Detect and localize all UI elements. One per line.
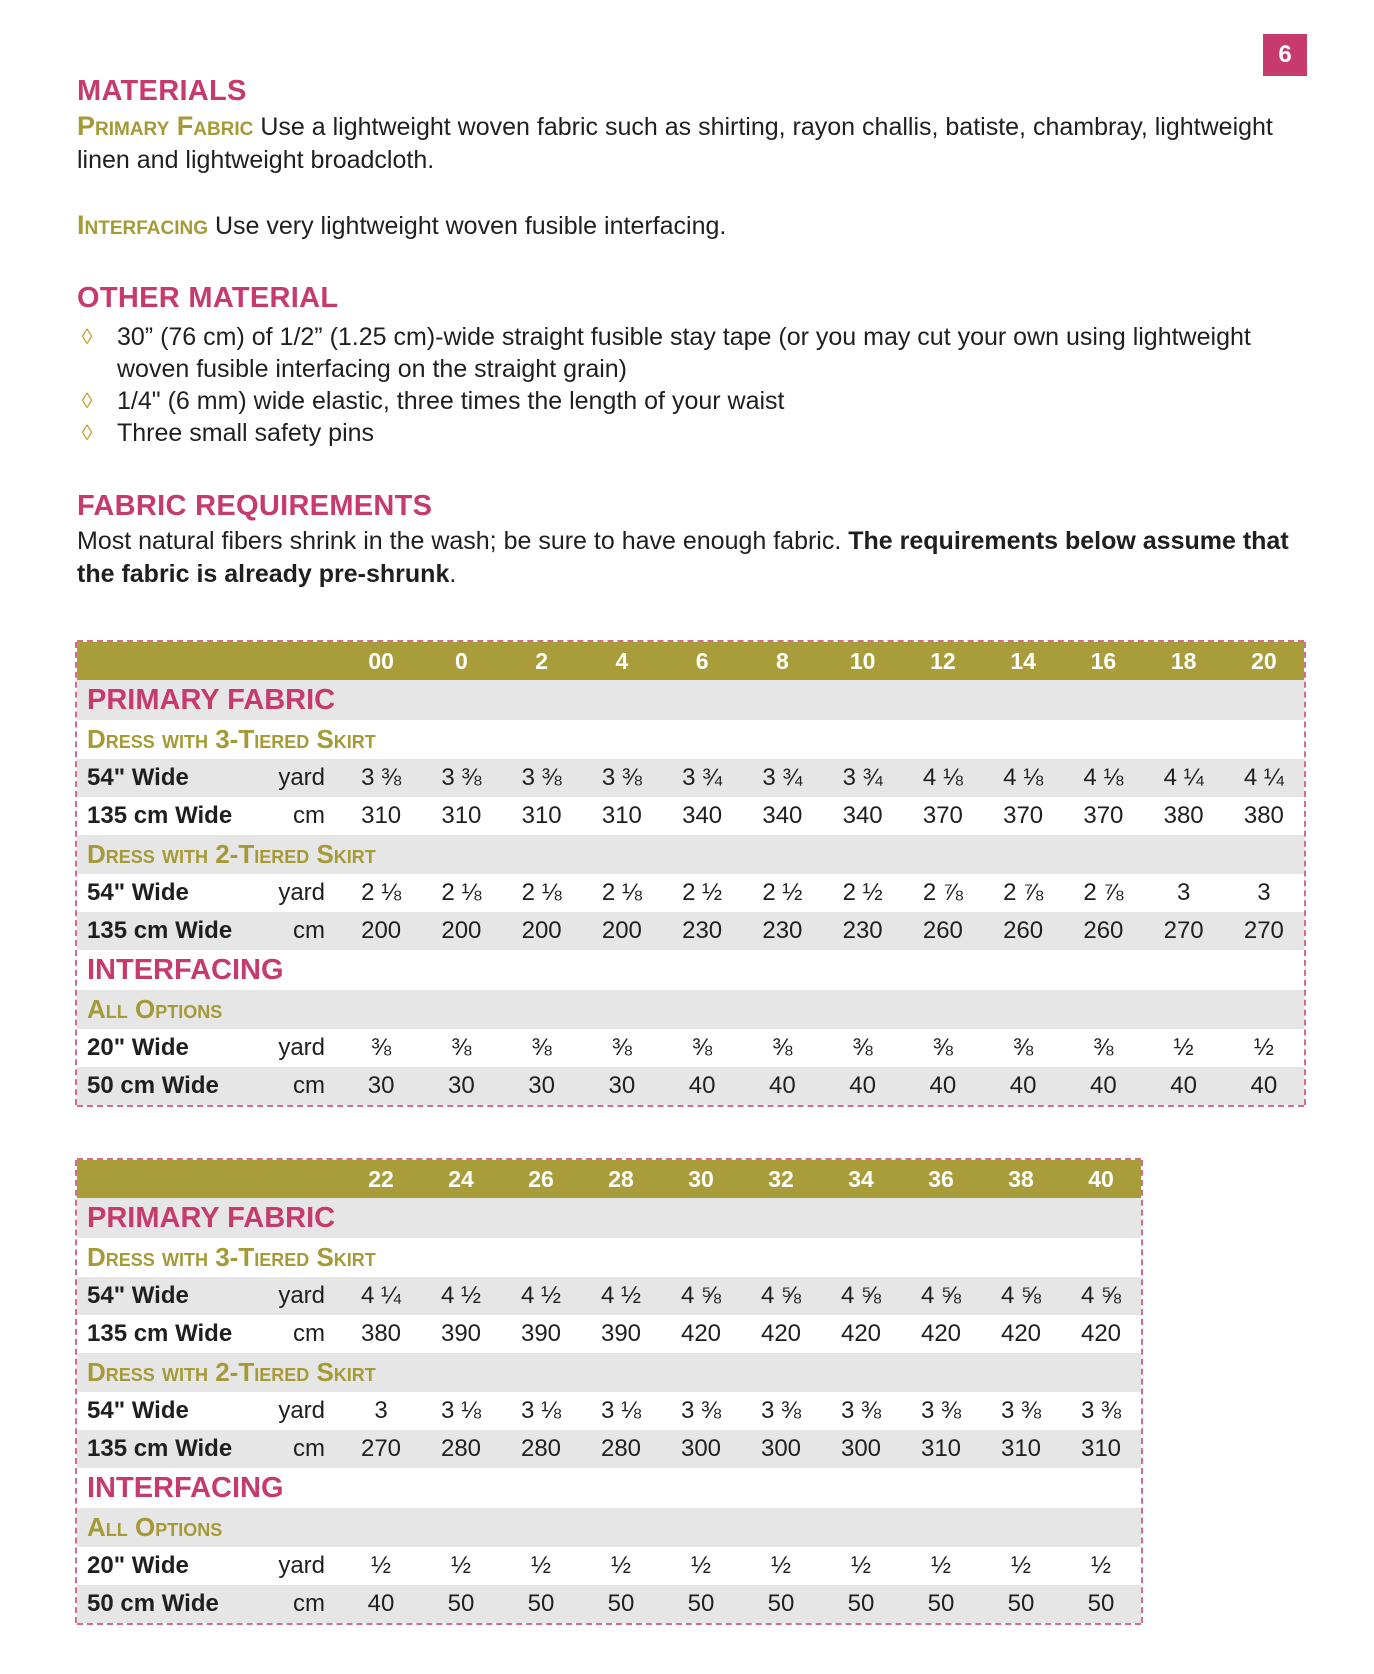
size-header-cell: 0: [421, 642, 501, 680]
table-row: [77, 1315, 1141, 1353]
requirements-table: [77, 1160, 1141, 1623]
table-cell: ⅜: [531, 1034, 552, 1061]
three-tier-subsection-label: Dress with 3-Tiered Skirt: [77, 720, 1304, 759]
table-cell: 2 ⅛: [601, 879, 642, 906]
table-cell: 310: [441, 802, 482, 829]
table-cell: 3 ⅛: [600, 1397, 642, 1424]
table-cell: 50: [901, 1585, 981, 1623]
table-cell: 4 ¼: [341, 1277, 421, 1315]
table-cell: ⅜: [932, 1034, 953, 1061]
diamond-bullet-icon: ◊: [81, 420, 93, 445]
table-cell: 280: [421, 1430, 501, 1468]
row-unit-label: yard: [255, 1277, 341, 1315]
table-cell: 3 ⅜: [680, 1397, 722, 1424]
interfacing-section-label: INTERFACING: [77, 1468, 1141, 1508]
three-tier-subsection-label: Dress with 3-Tiered Skirt: [77, 1238, 1141, 1277]
table-cell: 420: [920, 1320, 962, 1347]
row-width-label: 54" Wide: [77, 759, 255, 797]
table-cell: ⅜: [1093, 1034, 1114, 1061]
list-item: [77, 321, 1307, 385]
table-cell: 280: [581, 1430, 661, 1468]
table-cell: 30: [421, 1067, 501, 1105]
primary-fabric-text: Use a lightweight woven fabric such as shirting, rayon challis, batiste, chambray, lightweight linen and lightweight broadcloth.: [77, 113, 1273, 174]
table-cell: 4 ½: [581, 1277, 661, 1315]
table-cell: 3 ⅜: [920, 1397, 962, 1424]
table-cell: 310: [981, 1430, 1061, 1468]
table-cell: 40: [1144, 1067, 1224, 1105]
table-cell: ½: [690, 1552, 711, 1579]
header-blank: [255, 1160, 341, 1198]
table-cell: 310: [1061, 1430, 1141, 1468]
table-cell: 370: [1083, 802, 1124, 829]
table-cell: 4 ⅛: [1063, 759, 1143, 797]
table-cell: 50: [501, 1585, 581, 1623]
table-cell: 3 ¾: [662, 759, 742, 797]
list-item-text: 1/4" (6 mm) wide elastic, three times the length of your waist: [117, 387, 785, 415]
cut-line-border: [75, 642, 77, 1105]
cut-line-border: [75, 1160, 77, 1623]
table-cell: 50: [821, 1585, 901, 1623]
table-cell: 420: [1080, 1320, 1122, 1347]
table-cell: ⅜: [451, 1034, 472, 1061]
table-cell: 4 ¼: [1224, 759, 1304, 797]
table-cell: ½: [1010, 1552, 1031, 1579]
size-header-cell: 6: [662, 642, 742, 680]
primary-fabric-section: [77, 680, 1304, 720]
table-row: [77, 1029, 1304, 1067]
table-cell: 3 ⅜: [421, 759, 501, 797]
requirements-table: [77, 642, 1304, 1105]
header-blank: [77, 642, 255, 680]
cut-line-border: [77, 1623, 1141, 1625]
table-cell: 270: [341, 1430, 421, 1468]
requirements-table-sizes-22-40: [77, 1160, 1141, 1623]
table-cell: 40: [1063, 1067, 1143, 1105]
row-unit-label: cm: [293, 1320, 325, 1347]
table-cell: 380: [1163, 802, 1204, 829]
diamond-bullet-icon: ◊: [81, 388, 93, 413]
table-cell: 300: [661, 1430, 741, 1468]
list-item-text: 30” (76 cm) of 1/2” (1.25 cm)-wide straight fusible stay tape (or you may cut your own using lightweight woven fusible interfacing on the straight grain): [117, 323, 1251, 383]
table-cell: 40: [823, 1067, 903, 1105]
table-cell: 2 ⅛: [441, 879, 482, 906]
table-row: [77, 1277, 1141, 1315]
table-cell: 390: [440, 1320, 482, 1347]
table-cell: ⅜: [852, 1034, 873, 1061]
two-tier-subsection-label: Dress with 2-Tiered Skirt: [77, 835, 1304, 874]
table-cell: 340: [682, 802, 723, 829]
table-cell: 340: [842, 802, 883, 829]
size-header-cell: 40: [1061, 1160, 1141, 1198]
table-cell: 3 ⅜: [1080, 1397, 1122, 1424]
table-cell: 50: [661, 1585, 741, 1623]
table-cell: 390: [520, 1320, 562, 1347]
table-cell: 4 ½: [501, 1277, 581, 1315]
table-cell: 380: [360, 1320, 402, 1347]
table-cell: 50: [981, 1585, 1061, 1623]
table-cell: ½: [530, 1552, 551, 1579]
table-cell: 3: [374, 1397, 388, 1424]
table-cell: ½: [610, 1552, 631, 1579]
table-cell: 2 ⅛: [521, 879, 562, 906]
other-material-list: [77, 321, 1307, 449]
table-cell: 40: [341, 1585, 421, 1623]
table-cell: 2 ⅛: [361, 879, 402, 906]
table-cell: ½: [1253, 1034, 1274, 1061]
table-row: [77, 874, 1304, 912]
table-cell: 3 ¾: [823, 759, 903, 797]
row-width-label: 20" Wide: [87, 1034, 189, 1061]
table-cell: 50: [1061, 1585, 1141, 1623]
table-cell: 30: [341, 1067, 421, 1105]
diamond-bullet-icon: ◊: [81, 324, 93, 349]
size-header-cell: 4: [582, 642, 662, 680]
table-cell: ½: [450, 1552, 471, 1579]
intro-text: Most natural fibers shrink in the wash; be sure to have enough fabric.: [77, 527, 849, 555]
table-cell: 40: [662, 1067, 742, 1105]
table-cell: 3 ⅜: [502, 759, 582, 797]
table-cell: 200: [341, 912, 421, 950]
two-tier-subsection: [77, 835, 1304, 874]
table-cell: 3: [1176, 879, 1191, 906]
list-item: [77, 385, 1307, 417]
table-cell: 3 ¾: [742, 759, 822, 797]
table-cell: 310: [361, 802, 402, 829]
two-tier-subsection-label: Dress with 2-Tiered Skirt: [77, 1353, 1141, 1392]
row-width-label: 54" Wide: [77, 1277, 255, 1315]
table-cell: 300: [741, 1430, 821, 1468]
size-header-cell: 36: [901, 1160, 981, 1198]
table-cell: ⅜: [772, 1034, 793, 1061]
header-blank: [255, 642, 341, 680]
table-cell: ½: [770, 1552, 791, 1579]
table-cell: 2 ⅞: [1083, 879, 1124, 906]
table-cell: 4 ⅛: [903, 759, 983, 797]
row-unit-label: cm: [293, 802, 325, 829]
table-cell: 2 ½: [762, 879, 803, 906]
table-cell: 260: [903, 912, 983, 950]
interfacing-paragraph: [77, 209, 1307, 243]
page-number-badge: 6: [1263, 34, 1307, 76]
size-header-cell: 20: [1224, 642, 1304, 680]
cut-line-border: [77, 1158, 1141, 1160]
table-cell: 2 ⅞: [1003, 879, 1044, 906]
table-cell: 390: [600, 1320, 642, 1347]
primary-fabric-section: [77, 1198, 1141, 1238]
table-cell: 4 ⅝: [661, 1277, 741, 1315]
row-unit-label: yard: [255, 759, 341, 797]
size-header-cell: 8: [742, 642, 822, 680]
three-tier-subsection: [77, 720, 1304, 759]
cut-line-border: [77, 1105, 1304, 1107]
size-header-cell: 30: [661, 1160, 741, 1198]
row-width-label: 54" Wide: [87, 1397, 189, 1424]
table-cell: 370: [1003, 802, 1044, 829]
table-cell: 3 ⅜: [840, 1397, 882, 1424]
table-cell: 4 ½: [421, 1277, 501, 1315]
table-cell: ⅜: [611, 1034, 632, 1061]
table-row: [77, 1392, 1141, 1430]
row-width-label: 135 cm Wide: [77, 1430, 255, 1468]
table-cell: 30: [582, 1067, 662, 1105]
table-cell: 50: [421, 1585, 501, 1623]
table-cell: 40: [903, 1067, 983, 1105]
table-cell: 4 ⅛: [983, 759, 1063, 797]
size-header-cell: 12: [903, 642, 983, 680]
page-content: [77, 72, 1307, 591]
row-unit-label: cm: [255, 1067, 341, 1105]
two-tier-subsection: [77, 1353, 1141, 1392]
primary-fabric-section-label: PRIMARY FABRIC: [77, 1198, 1141, 1238]
table-cell: 3 ⅜: [760, 1397, 802, 1424]
table-cell: 3 ⅜: [341, 759, 421, 797]
fabric-requirements-intro: [77, 525, 1307, 591]
table-cell: 2 ⅞: [922, 879, 963, 906]
size-header-cell: 32: [741, 1160, 821, 1198]
three-tier-subsection: [77, 1238, 1141, 1277]
size-header-cell: 00: [341, 642, 421, 680]
interfacing-section-label: INTERFACING: [77, 950, 1304, 990]
header-blank: [77, 1160, 255, 1198]
table-cell: ⅜: [1013, 1034, 1034, 1061]
materials-heading: MATERIALS: [77, 75, 247, 107]
table-cell: ½: [370, 1552, 391, 1579]
table-row: [77, 1430, 1141, 1468]
table-cell: 4 ⅝: [1061, 1277, 1141, 1315]
table-cell: 200: [582, 912, 662, 950]
size-header-cell: 24: [421, 1160, 501, 1198]
table-cell: 50: [581, 1585, 661, 1623]
table-cell: ½: [850, 1552, 871, 1579]
size-header-cell: 2: [502, 642, 582, 680]
table-cell: 260: [1063, 912, 1143, 950]
table-cell: 310: [901, 1430, 981, 1468]
table-cell: 4 ⅝: [821, 1277, 901, 1315]
table-cell: 2 ½: [842, 879, 883, 906]
table-cell: ½: [1173, 1034, 1194, 1061]
size-header-cell: 18: [1144, 642, 1224, 680]
table-cell: ⅜: [692, 1034, 713, 1061]
all-options-subsection-label: All Options: [77, 990, 1304, 1029]
table-cell: 260: [983, 912, 1063, 950]
table-cell: ½: [1090, 1552, 1111, 1579]
row-unit-label: yard: [278, 1397, 325, 1424]
table-cell: 420: [840, 1320, 882, 1347]
interfacing-text: Use very lightweight woven fusible interfacing.: [208, 212, 727, 240]
size-header-cell: 34: [821, 1160, 901, 1198]
table-cell: 310: [521, 802, 562, 829]
table-row: [77, 759, 1304, 797]
table-cell: 40: [983, 1067, 1063, 1105]
size-header-cell: 26: [501, 1160, 581, 1198]
table-cell: 3 ⅛: [440, 1397, 482, 1424]
size-header-cell: 14: [983, 642, 1063, 680]
table-cell: 230: [742, 912, 822, 950]
table-cell: 370: [922, 802, 963, 829]
table-cell: 4 ⅝: [901, 1277, 981, 1315]
table-cell: ⅜: [371, 1034, 392, 1061]
row-unit-label: yard: [278, 1034, 325, 1061]
table-cell: 40: [742, 1067, 822, 1105]
table-cell: 200: [502, 912, 582, 950]
table-cell: 50: [741, 1585, 821, 1623]
row-width-label: 50 cm Wide: [77, 1585, 255, 1623]
table-cell: 270: [1224, 912, 1304, 950]
row-width-label: 135 cm Wide: [87, 1320, 233, 1347]
table-cell: 230: [662, 912, 742, 950]
primary-fabric-paragraph: [77, 110, 1307, 177]
intro-end: .: [449, 560, 457, 588]
requirements-table-sizes-00-20: [77, 642, 1304, 1105]
table-cell: 270: [1144, 912, 1224, 950]
table-row: [77, 1585, 1141, 1623]
list-item: [77, 417, 1307, 449]
row-unit-label: cm: [255, 1585, 341, 1623]
interfacing-section: [77, 1468, 1141, 1508]
row-width-label: 135 cm Wide: [77, 912, 255, 950]
table-cell: 4 ⅝: [981, 1277, 1061, 1315]
row-width-label: 20" Wide: [87, 1552, 189, 1579]
table-cell: 420: [760, 1320, 802, 1347]
row-unit-label: cm: [255, 1430, 341, 1468]
interfacing-label: Interfacing: [77, 210, 209, 240]
list-item-text: Three small safety pins: [117, 419, 375, 447]
table-row: [77, 912, 1304, 950]
size-header-cell: 10: [823, 642, 903, 680]
row-unit-label: yard: [278, 1552, 325, 1579]
cut-line-border: [1304, 642, 1306, 1105]
size-header-row: [77, 642, 1304, 680]
size-header-cell: 16: [1063, 642, 1143, 680]
row-width-label: 54" Wide: [87, 879, 189, 906]
table-cell: 3 ⅜: [1000, 1397, 1042, 1424]
cut-line-border: [1141, 1160, 1143, 1623]
table-cell: ½: [930, 1552, 951, 1579]
table-row: [77, 1547, 1141, 1585]
table-cell: 420: [1000, 1320, 1042, 1347]
row-unit-label: yard: [278, 879, 325, 906]
table-cell: 30: [502, 1067, 582, 1105]
table-cell: 310: [601, 802, 642, 829]
fabric-requirements-heading: FABRIC REQUIREMENTS: [77, 490, 433, 522]
table-cell: 300: [821, 1430, 901, 1468]
table-cell: 2 ½: [682, 879, 723, 906]
table-cell: 3 ⅛: [520, 1397, 562, 1424]
primary-fabric-section-label: PRIMARY FABRIC: [77, 680, 1304, 720]
all-options-subsection-label: All Options: [77, 1508, 1141, 1547]
all-options-subsection: [77, 1508, 1141, 1547]
table-cell: 380: [1243, 802, 1284, 829]
size-header-row: [77, 1160, 1141, 1198]
table-cell: 200: [421, 912, 501, 950]
table-cell: 280: [501, 1430, 581, 1468]
table-cell: 3: [1257, 879, 1271, 906]
row-width-label: 50 cm Wide: [77, 1067, 255, 1105]
table-cell: 230: [823, 912, 903, 950]
table-cell: 4 ¼: [1144, 759, 1224, 797]
size-header-cell: 38: [981, 1160, 1061, 1198]
cut-line-border: [77, 640, 1304, 642]
table-cell: 340: [762, 802, 803, 829]
primary-fabric-label: Primary Fabric: [77, 111, 254, 141]
row-width-label: 135 cm Wide: [87, 802, 233, 829]
table-row: [77, 1067, 1304, 1105]
intro-bold-text: The requirements below assume that the fabric is already pre-shrunk: [77, 527, 1289, 588]
table-row: [77, 797, 1304, 835]
row-unit-label: cm: [255, 912, 341, 950]
table-cell: 4 ⅝: [741, 1277, 821, 1315]
table-cell: 3 ⅜: [582, 759, 662, 797]
other-material-heading: OTHER MATERIAL: [77, 282, 339, 314]
table-cell: 420: [680, 1320, 722, 1347]
interfacing-section: [77, 950, 1304, 990]
size-header-cell: 22: [341, 1160, 421, 1198]
table-cell: 40: [1224, 1067, 1304, 1105]
all-options-subsection: [77, 990, 1304, 1029]
size-header-cell: 28: [581, 1160, 661, 1198]
